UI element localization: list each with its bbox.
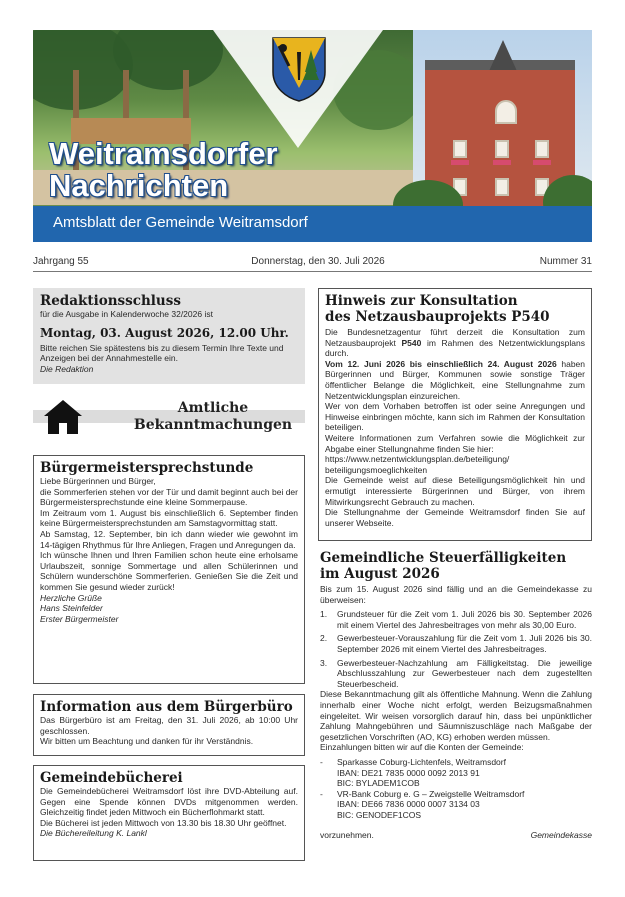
citizen-office-box [33, 694, 305, 756]
section-heading: Gemeindliche Steuerfälligkeiten [320, 550, 567, 566]
library-box [33, 765, 305, 861]
signature: Gemeindekasse [530, 830, 592, 841]
signature: Herzliche Grüße [40, 592, 102, 603]
paragraph: Bis zum 15. August 2026 sind fällig und an die Gemeindekasse zu überweisen: [320, 584, 592, 605]
house-icon [43, 398, 83, 436]
paragraph: Ich wünsche Ihnen und Ihren Familien schon heute eine erholsame Urlaubszeit, sonnige Sommertage und allen Schülerinnen und Schülern wunderschöne Sommerferien. Genießen Sie die Zeit und kommen Sie gesund wieder zurück! [40, 550, 298, 592]
section-heading: Redaktionsschluss [40, 293, 181, 309]
issue-date: Donnerstag, den 30. Juli 2026 [251, 256, 385, 267]
closing-text: vorzunehmen. [320, 830, 374, 841]
paragraph: Einzahlungen bitten wir auf die Konten der Gemeinde: [320, 742, 524, 753]
paragraph: die Sommerferien stehen vor der Tür und damit beginnt auch bei der Bürgermeistersprechstunde eine kleine Sommerpause. [40, 486, 298, 508]
section-heading: im August 2026 [320, 566, 440, 582]
official-notices-title [127, 400, 299, 434]
signature: Erster Bürgermeister [40, 613, 119, 624]
section-heading: des Netzausbauprojekts P540 [325, 309, 550, 325]
coat-of-arms-icon [271, 36, 327, 102]
title-line-2: Nachrichten [49, 168, 229, 203]
paragraph: Die Gemeinde weist auf diese Beteiligungsmöglichkeit hin und ermutigt interessierte Bürgerinnen und Bürger, von ihrem Mitwirkungsrecht Gebrauch zu machen. [325, 475, 585, 507]
title-line-1: Weitramsdorfer [49, 136, 278, 171]
signature: Die Büchereileitung K. Lankl [40, 828, 147, 839]
official-notices-line1: Amtliche [177, 400, 249, 416]
editorial-deadline-box [33, 288, 305, 384]
paragraph: Diese Bekanntmachung gilt als öffentliche Mahnung. Wenn die Zahlung innerhalb einer Woche nicht erfolgt, werden Beizugsmaßnahmen eingeleitet. Wir weisen vorsorglich darauf hin, dass bei unpünktlicher Zahlung Mahngebühren und Säumniszuschläge nach Maßgabe der gesetzlichen Vorschriften (AO, KG) erhoben werden müssen. [320, 689, 592, 742]
official-notices-banner [33, 392, 305, 440]
divider [33, 271, 592, 272]
paragraph: Im Zeitraum vom 1. August bis einschließlich 6. September finden keine Bürgermeistersprechstunden am Samstagvormittag statt. [40, 507, 298, 529]
closing-line [320, 830, 592, 841]
paragraph: Wer von dem Vorhaben betroffen ist oder seine Anregungen und Hinweise einbringen möchte, kann sich im Rahmen der Konsultation beteiligen. [325, 401, 585, 433]
bank-iban: IBAN: DE21 7835 0000 0092 2013 91 [337, 767, 480, 778]
section-heading: Information aus dem Bürgerbüro [40, 699, 293, 715]
paragraph: Die Bücherei ist jeden Mittwoch von 13.30 bis 18.30 Uhr geöffnet. [40, 817, 287, 828]
paragraph: Das Bürgerbüro ist am Freitag, den 31. Juli 2026, ab 10:00 Uhr geschlossen. [40, 715, 298, 736]
paragraph: Weitere Informationen zum Verfahren sowie die Möglichkeit zur Abgabe einer Stellungnahme finden Sie hier: [325, 432, 585, 454]
volume-label: Jahrgang 55 [33, 256, 89, 267]
issue-info-bar [33, 256, 592, 267]
paragraph: Die Bundesnetzagentur führt derzeit die Konsultation zum Netzausbauprojekt P540 im Rahmen des Netzentwicklungsplans durch. [325, 327, 585, 359]
paragraph: Wir bitten um Beachtung und danken für ihr Verständnis. [40, 736, 254, 747]
mayor-office-hours-box [33, 455, 305, 684]
paragraph: Die Stellungnahme der Gemeinde Weitramsdorf finden Sie auf unserer Webseite. [325, 507, 585, 528]
paragraph: Liebe Bürgerinnen und Bürger, [40, 476, 156, 486]
masthead [33, 30, 592, 242]
list-item: 1. Grundsteuer für die Zeit vom 1. Juli 2026 bis 30. September 2026 mit einem Viertel des Jahresbeitrages von mehr als 30,00 Euro. [320, 609, 592, 630]
bank-bic: BIC: GENODEF1COS [337, 809, 422, 820]
official-notices-line2: Bekanntmachungen [133, 417, 293, 433]
issue-number: Nummer 31 [539, 256, 592, 267]
bank-accounts [320, 757, 592, 821]
newspaper-title [49, 138, 278, 202]
consultation-notice-box [318, 288, 592, 541]
deadline-text: Bitte reichen Sie spätestens bis zu diesem Termin Ihre Texte und Anzeigen bei der Annahmestelle ein. [40, 342, 284, 364]
tax-due-section [320, 550, 592, 841]
consultation-link[interactable]: https://www.netzentwicklungsplan.de/beteiligung/ [325, 454, 510, 465]
signature: Hans Steinfelder [40, 603, 103, 614]
list-item: 3. Gewerbesteuer-Nachzahlung am Fälligkeitstag. Die jeweilige Abschlusszahlung zur Gewerbesteuer nach dem zugestellten Steuerbescheid. [320, 657, 592, 689]
tax-list [320, 609, 592, 689]
section-heading: Bürgermeistersprechstunde [40, 460, 254, 476]
section-heading: Gemeindebücherei [40, 770, 183, 786]
paragraph: Die Gemeindebücherei Weitramsdorf löst ihre DVD-Abteilung auf. Gegen eine Spende können DVDs mitgenommen werden. Gleichzeitig findet jeden Mittwoch ein Bücherflohmarkt statt. [40, 786, 298, 818]
bank-name: - VR-Bank Coburg e. G – Zweigstelle Weitramsdorf [320, 788, 525, 799]
consultation-link-continued[interactable]: beteiligungsmoeglichkeiten [325, 464, 428, 475]
paragraph: Vom 12. Juni 2026 bis einschließlich 24. August 2026 haben Bürgerinnen und Bürger, Kommunen sowie sonstige Träger öffentlicher Belange die Möglichkeit, eine Stellungnahme zum Netzentwicklungsplan einzureichen. [325, 358, 585, 401]
list-item: 2. Gewerbesteuer-Vorauszahlung für die Zeit vom 1. Juli 2026 bis 30. September 2026 mit einem Viertel des Jahresbeitrages. [320, 633, 592, 654]
paragraph: Ab Samstag, 12. September, bin ich dann wieder wie gewohnt im 14-tägigen Rhythmus für Ihre Anliegen, Fragen und Anregungen da. [40, 528, 298, 550]
signature: Die Redaktion [40, 363, 94, 374]
bank-name: - Sparkasse Coburg-Lichtenfels, Weitramsdorf [320, 756, 506, 767]
section-heading: Hinweis zur Konsultation [325, 293, 518, 309]
bank-iban: IBAN: DE66 7836 0000 0007 3134 03 [337, 799, 480, 810]
subtitle: Amtsblatt der Gemeinde Weitramsdorf [53, 214, 308, 231]
bank-bic: BIC: BYLADEM1COB [337, 778, 420, 789]
deadline-date: Montag, 03. August 2026, 12.00 Uhr. [40, 325, 289, 340]
subtitle-bar [33, 206, 592, 242]
deadline-intro: für die Ausgabe in Kalenderwoche 32/2026 ist [40, 309, 213, 319]
